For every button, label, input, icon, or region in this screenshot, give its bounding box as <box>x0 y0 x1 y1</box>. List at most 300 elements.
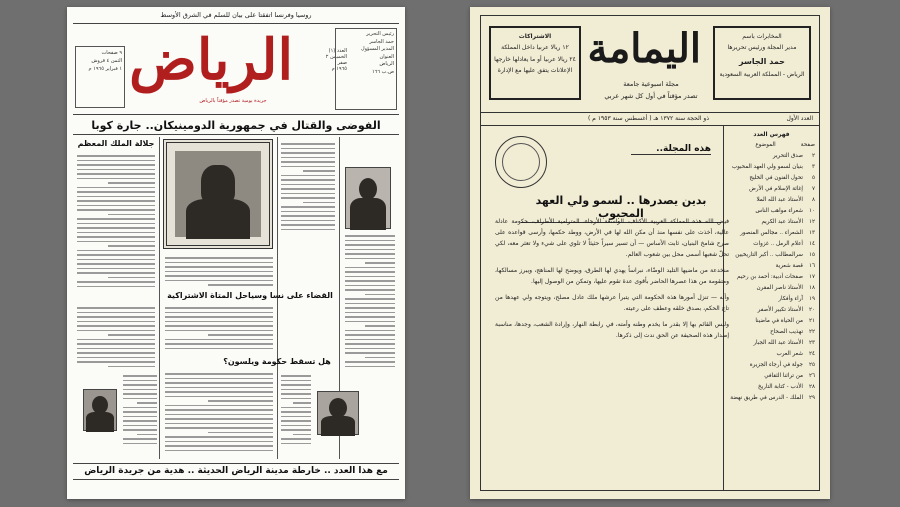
toc-row <box>728 217 815 228</box>
masthead-title: اليمامة <box>587 25 701 72</box>
text-line <box>345 271 395 273</box>
text-line <box>281 184 335 186</box>
text-line <box>345 276 395 278</box>
toc-row <box>728 195 815 206</box>
text-line <box>108 182 155 184</box>
toc-page-number: ٢٩ <box>808 395 815 401</box>
text-line <box>123 393 157 395</box>
text-line <box>345 240 395 242</box>
text-line <box>165 387 273 389</box>
text-line <box>345 343 395 345</box>
toc-page-number: ٢٨ <box>808 384 815 390</box>
editor-line: رئيس التحرير <box>366 31 394 37</box>
editor-line: ص.ب ١٦٦ <box>372 68 394 75</box>
text-line <box>123 375 157 377</box>
text-line <box>345 307 395 309</box>
text-line <box>281 380 311 382</box>
issue-number: العدد (١) <box>328 48 347 54</box>
article-paragraph: فيض الله هذه المملكة العربية الأكناف، الواسعة الأرجاء، المترامية الأطراف، حكومة عادلة عالية، أخذت على نفسها منذ أن مكن الله لها في الأرض، ووطد حكمها، وأرسى قواعده على صرح شامخ البنيان، ثابت الأساس — أن تسير سيراً حثيثاً لا تلوي على شيء ولا تعثر معه، لكي تحلّ شعبها أسمى محل بين شعوب العالم. <box>495 218 729 258</box>
text-line <box>77 173 155 175</box>
text-line <box>165 427 273 429</box>
toc-topic: سرالمطالب .. أكبر التاريخيين <box>735 252 803 258</box>
text-line <box>77 352 155 354</box>
toc-row <box>728 393 815 404</box>
toc-page-number: ١٩ <box>808 296 815 302</box>
page-border <box>480 15 820 491</box>
toc-topic: قصة شعرية <box>775 263 803 269</box>
text-line <box>165 339 273 341</box>
text-line <box>365 294 395 296</box>
text-line <box>345 312 395 314</box>
text-line <box>123 380 157 382</box>
text-line <box>281 206 335 208</box>
text-line <box>208 400 273 402</box>
text-line <box>165 409 273 411</box>
text-line <box>281 188 335 190</box>
correspondence-line: الرياض - المملكة العربية السعودية <box>719 70 805 78</box>
text-line <box>281 389 311 391</box>
text-line <box>345 352 395 354</box>
toc-row <box>728 261 815 272</box>
text-line <box>123 398 157 400</box>
text-line <box>165 307 273 309</box>
footer-rule <box>73 479 399 493</box>
text-line <box>165 441 273 443</box>
toc-page-number: ٢١ <box>808 318 815 324</box>
toc-topic: الأستاذ تكبير الأصفر <box>757 307 803 313</box>
text-line <box>165 275 273 277</box>
text-line <box>345 280 395 282</box>
toc-page-number: ١٠ <box>808 208 815 214</box>
subscription-line: الإعلانات يتفق عليها مع الإدارة <box>497 67 573 75</box>
text-line <box>123 416 157 418</box>
text-line <box>165 405 273 407</box>
text-line <box>281 215 335 217</box>
text-line <box>77 357 155 359</box>
toc-row <box>728 349 815 360</box>
text-line <box>165 382 273 384</box>
text-line <box>77 254 155 256</box>
text-column <box>165 307 273 352</box>
toc-row <box>728 382 815 393</box>
toc-topic: الأستاذ ناصر المقرن <box>756 285 803 291</box>
footer-banner: مع هذا العدد .. خارطة مدينة الرياض الحديثة .. هدية من جريدة الرياض <box>73 463 399 477</box>
text-line <box>165 312 273 314</box>
toc-page-number: ٢٤ <box>808 351 815 357</box>
subscription-line: ١٢ ريالا عربيا داخل المملكة <box>501 44 569 52</box>
text-line <box>77 164 155 166</box>
text-line <box>165 373 273 375</box>
text-line <box>77 316 155 318</box>
toc-row <box>728 283 815 294</box>
text-line <box>165 262 273 264</box>
text-line <box>77 236 155 238</box>
subscriptions-box <box>489 26 581 100</box>
text-line <box>77 250 155 252</box>
dateline <box>481 112 819 126</box>
toc-topic: شعر العرب <box>776 351 803 357</box>
toc-topic: الشعراء .. مجالس المنصور <box>740 230 803 236</box>
text-line <box>345 285 395 287</box>
text-line <box>345 258 395 260</box>
table-of-contents <box>723 126 819 490</box>
toc-topic: الأستاذ عبد الله الجبار <box>753 340 803 346</box>
text-line <box>123 407 157 409</box>
correspondence-box <box>713 26 811 100</box>
text-line <box>345 316 395 318</box>
text-line <box>208 432 273 434</box>
text-line <box>165 378 273 380</box>
text-line <box>345 348 395 350</box>
main-headline: الفوضى والقتال في جمهورية الدومينيكان.. جارة كوبا <box>73 117 399 135</box>
text-line <box>77 272 155 274</box>
text-line <box>108 277 155 279</box>
toc-page-number: ٧ <box>811 186 815 192</box>
text-line <box>165 321 273 323</box>
toc-heading: فهرس العدد <box>753 131 790 138</box>
text-line <box>77 339 155 341</box>
toc-page-number: ١٢ <box>808 219 815 225</box>
toc-topic: إغاثة الإسلام في الأرض <box>749 186 803 192</box>
text-line <box>281 393 311 395</box>
text-line <box>281 211 335 213</box>
issue-number: العدد الأول <box>786 115 813 122</box>
text-line <box>77 241 155 243</box>
newspaper-page-al-riyadh <box>67 7 405 499</box>
text-line <box>77 218 155 220</box>
masthead-subtitle: مجلة اسبوعية جامعة <box>623 80 679 88</box>
text-line <box>108 334 155 336</box>
toc-row <box>728 316 815 327</box>
text-column <box>77 307 155 370</box>
toc-row <box>728 173 815 184</box>
text-line <box>345 249 395 251</box>
text-line <box>165 348 273 350</box>
toc-topic: تحول الفنون في الخليج <box>749 175 803 181</box>
text-column <box>281 375 311 447</box>
toc-page-number: ١٤ <box>808 241 815 247</box>
toc-topic: الأستاذ عبد الكريم <box>761 219 803 225</box>
toc-topic: بنيان لسمو ولي العهد المحبوب <box>731 164 803 170</box>
toc-topic: من الحياة في ماضينا <box>755 318 803 324</box>
toc-topic: آراء وأفكار <box>778 296 803 302</box>
text-line <box>281 179 335 181</box>
text-line <box>281 224 335 226</box>
text-line <box>165 450 273 452</box>
text-column <box>281 143 335 233</box>
text-line <box>123 420 157 422</box>
text-line <box>303 170 335 172</box>
toc-page-number: ٨ <box>811 197 815 203</box>
text-line <box>345 330 395 332</box>
toc-col-topic: الموضوع <box>755 142 776 148</box>
text-line <box>77 259 155 261</box>
text-line <box>165 436 273 438</box>
section-title: هذه المجلة.. <box>631 144 711 155</box>
text-line <box>281 420 311 422</box>
text-line <box>77 205 155 207</box>
toc-row <box>728 294 815 305</box>
subscription-line: ٢٤ ريالا عربيا أو ما يعادلها خارجها <box>494 55 576 63</box>
text-line <box>77 348 155 350</box>
text-line <box>77 169 155 171</box>
toc-topic: جولة في أرجاء الجزيرة <box>749 362 803 368</box>
text-line <box>77 200 155 202</box>
text-line <box>345 334 395 336</box>
text-line <box>281 429 311 431</box>
toc-page-number: ٢٦ <box>808 373 815 379</box>
text-line <box>77 330 155 332</box>
toc-col-page: صفحة <box>800 142 815 148</box>
text-line <box>365 325 395 327</box>
text-column <box>345 235 395 370</box>
toc-page-number: ٢٥ <box>808 362 815 368</box>
text-line <box>77 223 155 225</box>
issue-date: ذو الحجة سنة ١٣٧٢ هـ ( أغسطس سنة ١٩٥٣ م ) <box>587 115 709 122</box>
article-paragraph: وليس القائم بها إلا بقدر ما يخدم وطنه وأمته، في رابطة النهار، وإرادة الشعب، وجدها، مناسبة إصدار هذه الصحيفة عن الحق ندت إلى ذكرها. <box>495 321 729 339</box>
toc-page-number: ١٧ <box>808 274 815 280</box>
correspondence-line: المخابرات باسم <box>742 33 782 40</box>
text-line <box>165 271 273 273</box>
text-line <box>345 267 395 269</box>
toc-page-number: ٣ <box>811 164 815 170</box>
correspondence-line: مدير المجلة ورئيس تحريرها <box>727 44 797 52</box>
text-line <box>77 155 155 157</box>
king-headline: جلالة الملك المعظم <box>77 139 155 148</box>
text-line <box>345 366 395 368</box>
king-portrait-frame <box>163 139 273 249</box>
toc-row <box>728 162 815 173</box>
text-line <box>281 407 311 409</box>
text-line <box>281 384 311 386</box>
editor-box <box>335 28 397 110</box>
toc-row <box>728 151 815 162</box>
toc-topic: الأستاذ عبد الله الملا <box>756 197 803 203</box>
text-line <box>293 434 311 436</box>
toc-list <box>728 151 815 404</box>
editor-line: حمد الجاسر <box>369 38 394 45</box>
editor-name: حمد الجاسر <box>739 56 785 66</box>
text-line <box>165 391 273 393</box>
text-line <box>165 330 273 332</box>
text-line <box>293 402 311 404</box>
issue-price-box <box>75 46 125 108</box>
text-line <box>281 438 311 440</box>
text-line <box>365 262 395 264</box>
toc-row <box>728 250 815 261</box>
toc-page-number: ٥ <box>811 175 815 181</box>
text-line <box>77 281 155 283</box>
text-line <box>165 280 273 282</box>
text-line <box>77 312 155 314</box>
text-line <box>77 321 155 323</box>
text-line <box>165 266 273 268</box>
editor-line: الرياض <box>379 61 394 67</box>
toc-row <box>728 184 815 195</box>
text-line <box>77 196 155 198</box>
text-line <box>281 375 311 377</box>
top-line: روسيا وفرنسا اتفقتا على بيان للسلم في الشرق الأوسط <box>160 11 312 19</box>
secondary-headline: القضاء على نسا وسياحل المتاة الاشتراكية <box>167 291 333 300</box>
text-line <box>77 325 155 327</box>
toc-row <box>728 305 815 316</box>
text-line <box>108 366 155 368</box>
text-line <box>77 209 155 211</box>
column-rule <box>159 137 160 459</box>
text-line <box>165 325 273 327</box>
toc-page-number: ١٨ <box>808 285 815 291</box>
price-line: ١ فبراير ١٩٦٥ م <box>88 66 122 72</box>
text-line <box>303 202 335 204</box>
toc-page-number: ١٥ <box>808 252 815 258</box>
news-photo <box>83 389 117 431</box>
toc-topic: الملك - الدرس في طريق نهضة <box>730 395 803 401</box>
text-line <box>345 253 395 255</box>
text-line <box>345 339 395 341</box>
toc-topic: شعراء مواهب الناس <box>755 208 803 214</box>
toc-row <box>728 360 815 371</box>
text-line <box>281 416 311 418</box>
issue-year: ١٩٦٥ م <box>331 66 347 72</box>
toc-row <box>728 327 815 338</box>
text-line <box>345 244 395 246</box>
price-line: ٩ صفحات <box>101 50 122 56</box>
text-line <box>137 434 157 436</box>
toc-page-number: ٢ <box>811 153 815 159</box>
toc-page-number: ٢٠ <box>808 307 815 313</box>
text-line <box>77 263 155 265</box>
text-line <box>345 321 395 323</box>
text-line <box>345 289 395 291</box>
text-line <box>281 398 311 400</box>
text-line <box>345 361 395 363</box>
text-line <box>77 286 155 288</box>
text-line <box>281 152 335 154</box>
toc-page-number: ١٣ <box>808 230 815 236</box>
king-portrait <box>175 151 261 237</box>
text-line <box>165 423 273 425</box>
masthead <box>73 23 399 115</box>
masthead-subtitle: تصدر مؤقتاً في أول كل شهر عربي <box>604 92 698 100</box>
toc-header-row <box>728 140 815 151</box>
subscriptions-heading: الاشتراكات <box>518 33 552 40</box>
text-line <box>77 160 155 162</box>
editor-line: العنوان <box>379 53 394 60</box>
toc-topic: صدق التحرير <box>772 153 803 159</box>
seal-emblem <box>495 136 547 188</box>
toc-topic: من تراثنا الثقافي <box>764 373 803 379</box>
text-line <box>281 443 311 445</box>
text-line <box>281 148 335 150</box>
text-line <box>281 193 335 195</box>
text-line <box>165 316 273 318</box>
text-line <box>123 425 157 427</box>
issue-date: الخميس ٢ صفر <box>325 54 347 66</box>
toc-topic: أعلام الرمل .. غزوات <box>753 241 803 247</box>
text-line <box>137 402 157 404</box>
text-line <box>281 229 335 231</box>
toc-row <box>728 228 815 239</box>
toc-row <box>728 338 815 349</box>
text-line <box>281 411 311 413</box>
text-line <box>281 166 335 168</box>
toc-page-number: ١٦ <box>808 263 815 269</box>
article-paragraph: منخدعة من ماضيها التليد الوضّاء، نبراساً يهدي لها الطرق، ويوضح لها المناهج، ويبرز مسالكها، ومتقومة من هذا عصرها الحاضر بأقوى عدة تقوم عليها، وتمكن من الوصول إليها. <box>495 267 729 285</box>
text-line <box>77 191 155 193</box>
toc-row <box>728 272 815 283</box>
article-body <box>495 216 729 346</box>
text-line <box>345 303 395 305</box>
text-column <box>165 373 273 454</box>
text-line <box>165 396 273 398</box>
text-column <box>77 155 155 290</box>
text-line <box>281 175 335 177</box>
text-line <box>345 298 395 300</box>
masthead-tagline: جريدة يومية تصدر مؤقتاً بالرياض <box>199 98 267 104</box>
text-line <box>77 307 155 309</box>
text-line <box>365 357 395 359</box>
text-line <box>77 268 155 270</box>
text-line <box>345 235 395 237</box>
toc-row <box>728 239 815 250</box>
article-title: بدين يصدرها .. لسمو ولي العهد المحبوب <box>521 194 721 223</box>
text-line <box>281 197 335 199</box>
wilson-headline: هل تسقط حكومة ويلسون؟ <box>223 357 331 366</box>
price-line: الثمن ٤ قروش <box>91 58 122 64</box>
text-line <box>77 361 155 363</box>
editor-line: المدير المسؤول <box>360 46 394 52</box>
toc-page-number: ٢٣ <box>808 340 815 346</box>
toc-page-number: ٢٢ <box>808 329 815 335</box>
text-line <box>77 232 155 234</box>
text-line <box>281 161 335 163</box>
text-line <box>77 227 155 229</box>
magazine-page-al-yamama <box>470 7 830 499</box>
text-line <box>281 220 335 222</box>
text-line <box>165 343 273 345</box>
text-line <box>165 257 273 259</box>
text-line <box>123 438 157 440</box>
toc-row <box>728 206 815 217</box>
text-line <box>108 245 155 247</box>
text-column <box>165 257 273 289</box>
text-line <box>123 429 157 431</box>
text-line <box>123 384 157 386</box>
text-line <box>123 443 157 445</box>
text-line <box>165 414 273 416</box>
toc-topic: الأدب - كتابة التاريخ <box>758 384 803 390</box>
toc-row <box>728 371 815 382</box>
toc-topic: صفحات أدبية: أحمد بن رحيم <box>736 274 803 280</box>
toc-topic: تهذيب الصحاح <box>770 329 803 335</box>
portrait-photo <box>345 167 391 229</box>
text-line <box>165 445 273 447</box>
text-line <box>77 343 155 345</box>
text-line <box>208 334 273 336</box>
text-line <box>281 425 311 427</box>
text-line <box>281 143 335 145</box>
text-column <box>123 375 157 447</box>
text-line <box>208 284 273 286</box>
text-line <box>77 187 155 189</box>
article-paragraph: وأنه — تنزل أمورها هذه الحكومة التي يتبرأ عرشها ملك عادل مصلح، ويتوجه ولي عهدها من تاج الحكم، بصدق خلقه وعطف على رعيته. <box>495 294 729 312</box>
text-line <box>165 418 273 420</box>
news-photo <box>317 391 359 435</box>
text-line <box>123 389 157 391</box>
text-line <box>281 157 335 159</box>
text-line <box>123 411 157 413</box>
masthead-title: الرياض <box>129 27 293 93</box>
